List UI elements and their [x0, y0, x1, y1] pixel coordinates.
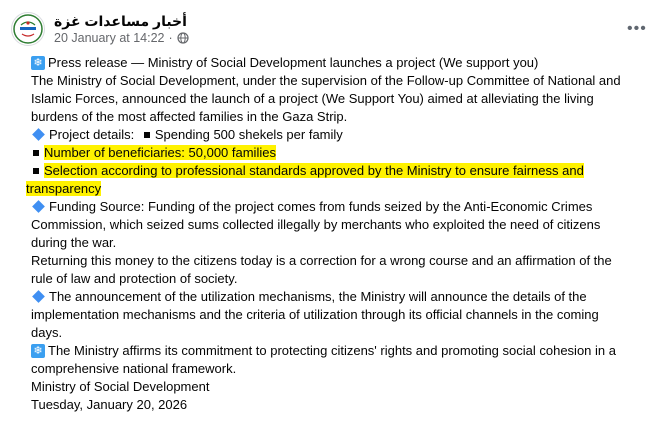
commitment-text: The Ministry affirms its commitment to protecting citizens' rights and promoting social cohesion in a — [48, 343, 616, 358]
black-square-icon — [144, 132, 150, 138]
headline-text: Press release — Ministry of Social Development launches a project (We support you) — [48, 55, 539, 70]
selection-line-2 — [26, 180, 649, 198]
signature: Ministry of Social Development — [31, 379, 210, 394]
para1-line: The Ministry of Social Development, under the supervision of the Follow-up Committee of National and — [31, 73, 621, 88]
selection-text-cont: transparency — [26, 181, 102, 196]
post-date: Tuesday, January 20, 2026 — [31, 397, 188, 412]
post-meta — [54, 31, 189, 45]
project-details-line — [31, 126, 649, 144]
page-avatar[interactable] — [11, 12, 45, 46]
snowflake-icon: ❄ — [31, 344, 45, 358]
more-options-icon[interactable]: ••• — [627, 20, 647, 37]
announcement-text: The announcement of the utilization mechanisms, the Ministry will announce the details of the — [49, 289, 587, 304]
returning-line: rule of law and protection of society. — [31, 271, 238, 286]
separator-dot: · — [168, 31, 173, 45]
page-name-link[interactable]: أخبار مساعدات غزة — [54, 13, 187, 29]
beneficiaries-line — [31, 144, 649, 162]
beneficiaries-text: Number of beneficiaries: 50,000 families — [44, 145, 276, 160]
project-details-label: Project details: — [49, 127, 135, 142]
announcement-line — [31, 288, 649, 306]
blue-diamond-icon — [32, 128, 45, 141]
funding-line: during the war. — [31, 235, 117, 250]
avatar-logo-icon — [12, 13, 44, 45]
post-text — [26, 54, 649, 414]
returning-line: Returning this money to the citizens today is a correction for a wrong course and an affirmation of the — [31, 253, 612, 268]
announcement-line: days. — [31, 325, 63, 340]
selection-text: Selection according to professional standards approved by the Ministry to ensure fairness and — [44, 163, 584, 178]
commitment-line — [31, 342, 649, 360]
para1-line: Islamic Forces, announced the launch of a project (We Support You) aimed at alleviating the living — [31, 91, 594, 106]
announcement-line: implementation mechanisms and the criteria of utilization through its official channels in the coming — [31, 307, 599, 322]
selection-line — [31, 162, 649, 180]
funding-line: Commission, which seized sums collected illegally by merchants who exploited the need of citizens — [31, 217, 601, 232]
black-square-icon — [33, 150, 39, 156]
headline-line — [31, 54, 649, 72]
spending-text: Spending 500 shekels per family — [154, 127, 343, 142]
post-timestamp[interactable]: 20 January at 14:22 — [54, 31, 165, 45]
funding-text: Funding Source: Funding of the project comes from funds seized by the Anti-Economic Crimes — [49, 199, 593, 214]
commitment-line: comprehensive national framework. — [31, 361, 237, 376]
snowflake-icon: ❄ — [31, 56, 45, 70]
funding-line — [31, 198, 649, 216]
para1-line: burdens of the most affected families in the Gaza Strip. — [31, 109, 348, 124]
black-square-icon — [33, 168, 39, 174]
globe-icon[interactable] — [177, 32, 189, 44]
blue-diamond-icon — [32, 290, 45, 303]
blue-diamond-icon — [32, 200, 45, 213]
